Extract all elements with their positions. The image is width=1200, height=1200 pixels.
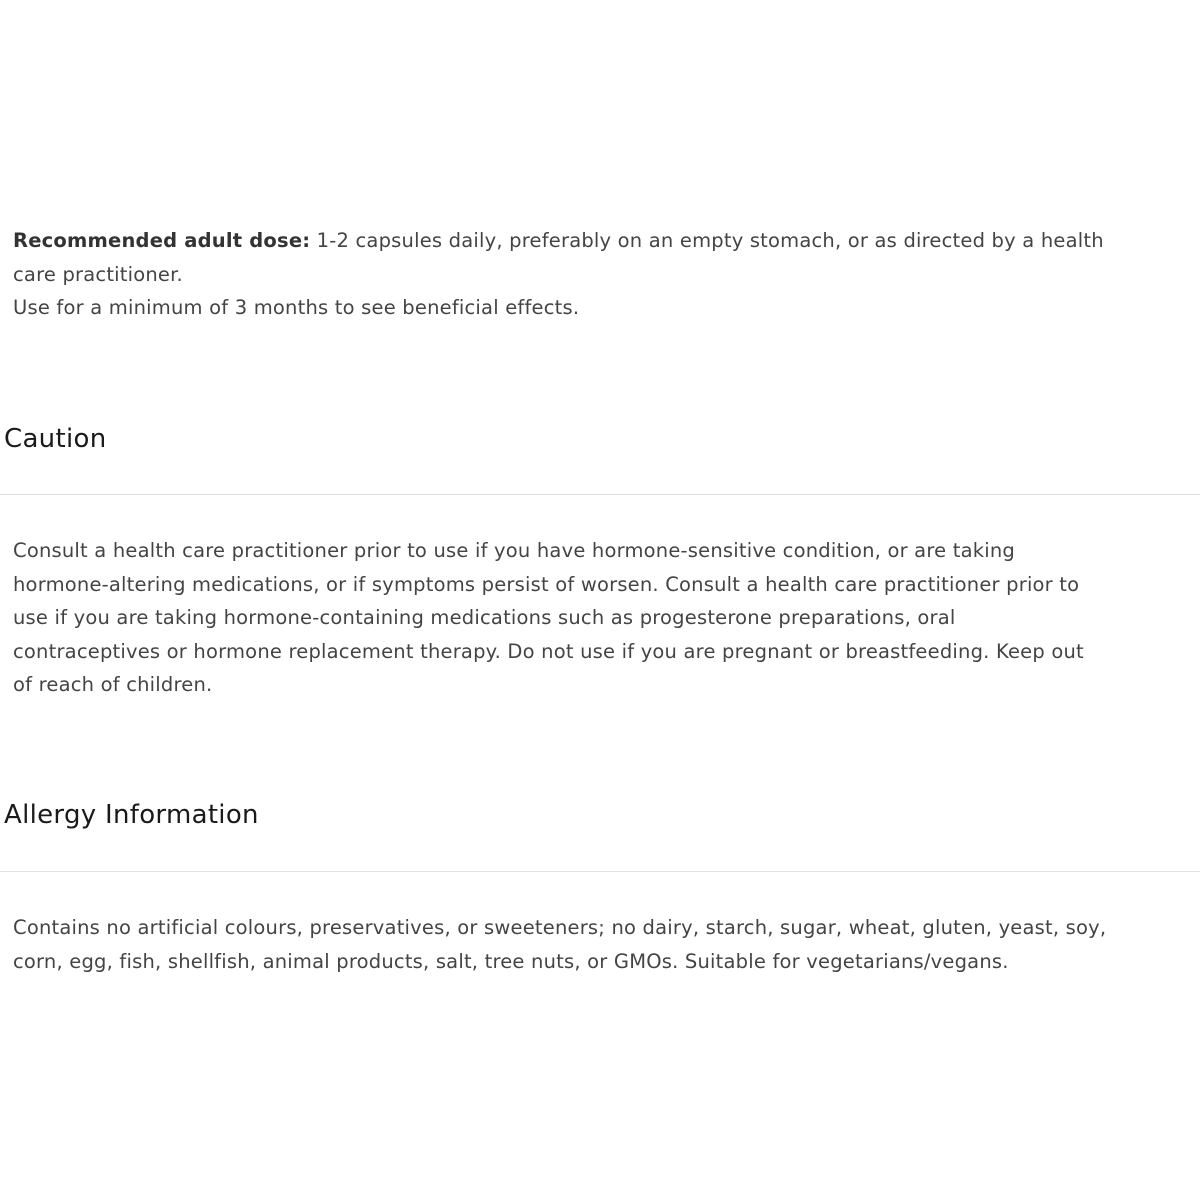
dosage-label: Recommended adult dose: (13, 229, 311, 252)
dosage-paragraph (13, 224, 1200, 325)
allergy-divider (0, 871, 1200, 872)
caution-divider (0, 494, 1200, 495)
caution-paragraph (13, 534, 1200, 702)
caution-line: hormone-altering medications, or if symptoms persist of worsen. Consult a health care practitioner prior to (13, 572, 1080, 596)
caution-line: contraceptives or hormone replacement therapy. Do not use if you are pregnant or breastfeeding. Keep out (13, 639, 1084, 663)
allergy-line: corn, egg, fish, shellfish, animal products, salt, tree nuts, or GMOs. Suitable for vegetarians/vegans. (13, 949, 1009, 973)
dosage-text: 1-2 capsules daily, preferably on an empty stomach, or as directed by a health (310, 229, 1104, 252)
caution-line: Consult a health care practitioner prior to use if you have hormone-sensitive condition, or are taking (13, 539, 1015, 562)
allergy-paragraph (13, 911, 1200, 978)
allergy-line: Contains no artificial colours, preservatives, or sweeteners; no dairy, starch, sugar, wheat, gluten, yeast, soy, (13, 916, 1107, 939)
dosage-line-2: care practitioner. (13, 262, 183, 286)
dosage-line-3: Use for a minimum of 3 months to see beneficial effects. (13, 296, 580, 319)
allergy-heading: Allergy Information (4, 800, 259, 830)
caution-heading: Caution (4, 424, 107, 454)
caution-line: use if you are taking hormone-containing medications such as progesterone preparations, oral (13, 606, 956, 629)
dosage-line-1 (13, 224, 1200, 258)
caution-line: of reach of children. (13, 673, 213, 696)
